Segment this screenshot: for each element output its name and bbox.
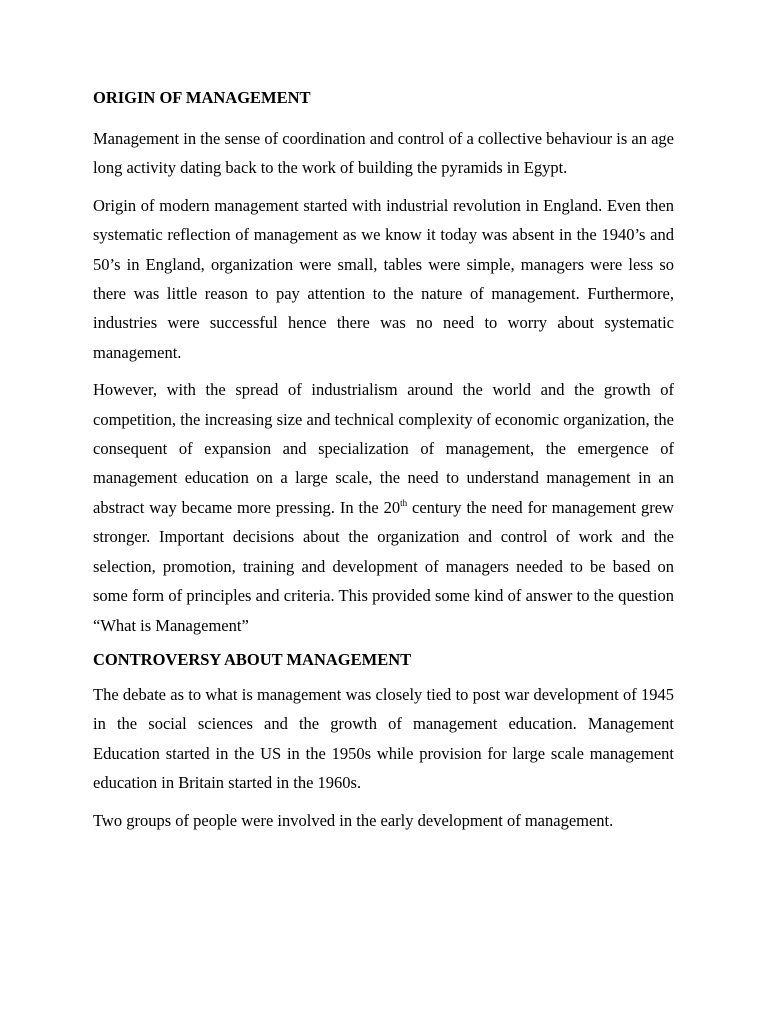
paragraph-origin-3-after: century the need for management grew stronger. Important decisions about the organization and control of work and the selection, promotion, training and development of managers needed to be based on some form of principles and criteria. This provided some kind of answer to the question “What is Management” [93, 497, 674, 635]
heading-controversy-about-management: CONTROVERSY ABOUT MANAGEMENT [93, 649, 412, 669]
superscript-th: th [400, 497, 408, 508]
paragraph-origin-3 [93, 375, 674, 640]
paragraph-controversy-2: Two groups of people were involved in the early development of management. [93, 810, 614, 830]
paragraph-origin-3-before: However, with the spread of industrialism around the world and the growth of competition, the increasing size and technical complexity of economic organization, the consequent of expansion and specialization of management, the emergence of management education on a large scale, the need to understand management in an abstract way became more pressing. In the 20 [93, 380, 674, 517]
paragraph-origin-2: Origin of modern management started with industrial revolution in England. Even then systematic reflection of management as we know it today was absent in the 1940’s and 50’s in England, organization were small, tables were simple, managers were less so there was little reason to pay attention to the nature of management. Furthermore, industries were successful hence there was no need to worry about systematic management. [93, 195, 674, 362]
paragraph-controversy-1: The debate as to what is management was closely tied to post war development of 1945 in the social sciences and the growth of management education. Management Education started in the US in the 1950s while provision for large scale management education in Britain started in the 1960s. [93, 684, 674, 793]
heading-origin-of-management: ORIGIN OF MANAGEMENT [93, 88, 311, 107]
paragraph-origin-1: Management in the sense of coordination and control of a collective behaviour is an age long activity dating back to the work of building the pyramids in Egypt. [93, 129, 674, 178]
document-page [93, 86, 674, 843]
